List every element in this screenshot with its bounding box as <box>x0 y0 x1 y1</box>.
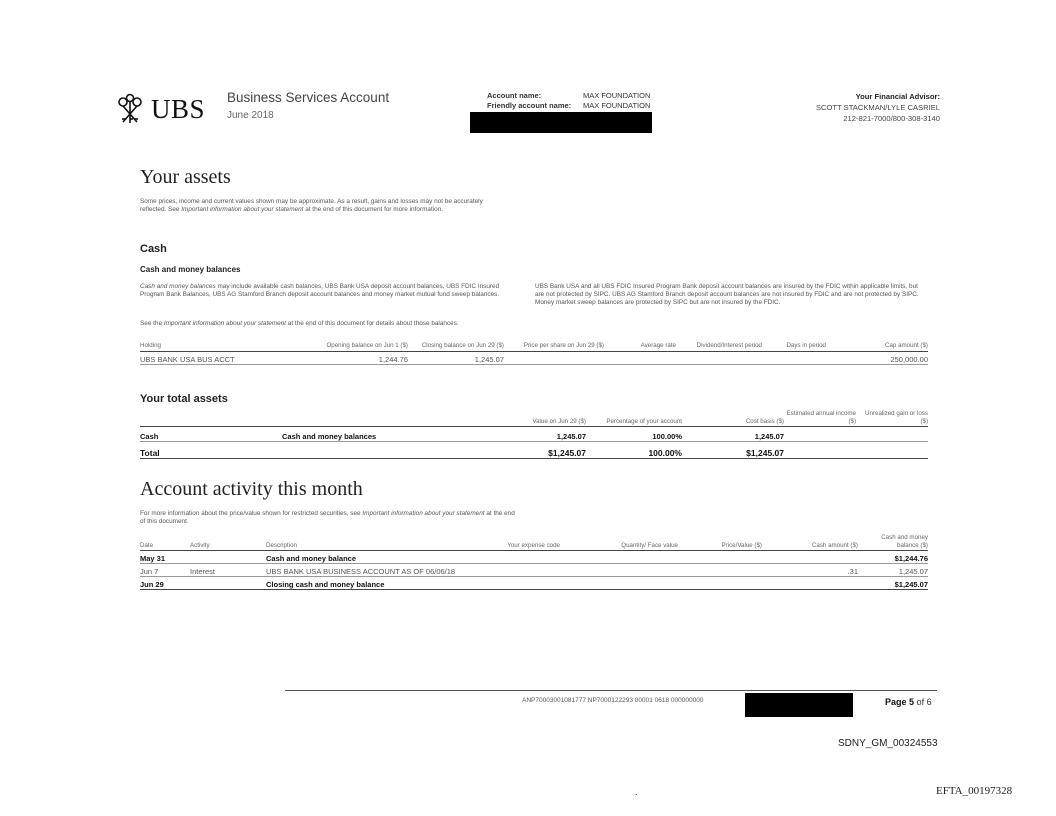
cash-note-text: may include available cash balances, UBS Bank USA deposit account balances, UBS FDIC Insured Program Bank Balances, UBS AG Stamford Branch deposit account balances and money market mutual fund sweep balances. <box>140 283 500 298</box>
activity-cell: Closing cash and money balance <box>266 580 385 589</box>
ubs-logo <box>113 92 205 126</box>
activity-table <box>140 534 928 590</box>
activity-intro-link: Important information about your statement <box>362 510 485 517</box>
page-of: of <box>916 697 925 707</box>
friendly-name-value: MAX FOUNDATION <box>583 101 651 110</box>
activity-cell: 1,245.07 <box>898 567 928 576</box>
total-assets-cell <box>784 427 856 442</box>
account-name-value: MAX FOUNDATION <box>583 91 651 100</box>
holdings-header: Dividend/Interest period <box>696 342 762 349</box>
fdic-note: UBS Bank USA and all UBS FDIC Insured Program Bank deposit account balances are insured by the FDIC within applicable limits, but are not protected by SIPC. UBS AG Stamford Branch deposit account balances are not insured by FDIC and are not protected by SIPC. Money market sweep balances are protected by SIPC but are not insured by the FDIC. <box>535 283 919 306</box>
total-assets-cell: $1,245.07 <box>746 448 784 458</box>
see-note <box>140 320 502 328</box>
advisor-name: SCOTT STACKMAN/LYLE CASRIEL <box>815 103 940 112</box>
cash-holdings-table <box>140 342 928 365</box>
activity-header: Date <box>140 541 154 549</box>
activity-intro-text: For more information about the price/value shown for restricted securities, see <box>140 510 361 517</box>
see-note-text: See the <box>140 320 163 327</box>
see-note-link: Important information about your statement <box>163 320 287 327</box>
holding-cell <box>504 351 604 364</box>
activity-cell: $1,245.07 <box>894 580 928 589</box>
total-assets-cell: Cash <box>140 432 159 441</box>
total-assets-cell: Total <box>140 448 160 458</box>
advisor-label: Your Financial Advisor: <box>855 92 940 101</box>
total-assets-cell <box>784 442 856 459</box>
holdings-header-row <box>140 342 928 351</box>
total-assets-header: Cost basis ($) <box>745 417 784 425</box>
total-assets-cell: 1,245.07 <box>754 432 784 441</box>
holdings-header: Closing balance on Jun 29 ($) <box>421 342 504 349</box>
total-assets-cell <box>282 442 462 459</box>
activity-header: Activity <box>190 541 210 549</box>
advisor-block <box>816 91 940 124</box>
total-assets-cell <box>856 427 928 442</box>
total-assets-header: Unrealized gain or loss ($) <box>865 410 928 425</box>
account-name-label: Account name: <box>487 91 542 100</box>
redaction-box <box>470 112 652 133</box>
total-assets-cell: Cash and money balances <box>282 432 377 441</box>
activity-cell: .31 <box>847 567 858 576</box>
total-assets-header <box>140 410 282 427</box>
table-row <box>140 351 928 364</box>
activity-cell: Jun 7 <box>140 567 159 576</box>
activity-cell <box>678 551 762 564</box>
total-assets-title: Your total assets <box>140 393 228 405</box>
total-assets-cell: 1,245.07 <box>556 432 586 441</box>
activity-cell: $1,244.76 <box>894 554 928 563</box>
activity-cell <box>762 551 858 564</box>
total-assets-cell <box>856 442 928 459</box>
activity-title: Account activity this month <box>140 478 363 500</box>
holdings-header: Cap amount ($) <box>885 342 928 349</box>
holdings-header: Average rate <box>640 342 676 349</box>
bates-sdny: SDNY_GM_00324553 <box>838 738 938 749</box>
assets-intro-link: Important information about your statement <box>181 206 304 213</box>
total-assets-header: Value on Jun 29 ($) <box>532 417 586 425</box>
activity-header: Description <box>266 541 297 549</box>
cash-note-italic: Cash and money balances <box>140 283 216 290</box>
activity-cell <box>560 564 678 577</box>
activity-cell: Jun 29 <box>140 580 164 589</box>
holding-cell: UBS BANK USA BUS ACCT <box>140 354 235 364</box>
activity-cell: Cash and money balance <box>266 554 357 563</box>
holding-cell: 250,000.00 <box>890 354 928 364</box>
holdings-header: Holding <box>140 342 161 349</box>
account-names <box>487 91 650 111</box>
footer-divider <box>285 690 937 691</box>
total-assets-table <box>140 410 928 459</box>
total-assets-header-row <box>140 410 928 427</box>
friendly-name-label: Friendly account name: <box>487 101 572 110</box>
activity-cell <box>678 577 762 590</box>
cash-subheading: Cash and money balances <box>140 265 241 274</box>
table-row <box>140 427 928 442</box>
activity-cell <box>560 577 678 590</box>
holding-cell: 1,245.07 <box>474 354 504 364</box>
holdings-header: Days in period <box>786 342 826 349</box>
assets-intro-text: Some prices, income and current values shown may be approximate. As a result, gains and losses may not be accurately reflected. See <box>140 198 483 213</box>
holding-cell <box>604 351 676 364</box>
activity-intro <box>140 510 520 526</box>
page-number <box>885 697 932 707</box>
activity-cell <box>190 551 266 564</box>
account-type: Business Services Account <box>227 90 390 105</box>
holdings-header: Price per share on Jun 29 ($) <box>523 342 604 349</box>
total-assets-header: Percentage of your account <box>606 417 682 425</box>
total-assets-cell: $1,245.07 <box>548 448 586 458</box>
assets-intro <box>140 198 502 214</box>
activity-cell <box>762 577 858 590</box>
table-row <box>140 442 928 459</box>
table-row <box>140 564 928 577</box>
total-assets-header <box>282 410 462 427</box>
advisor-phone: 212-821-7000/800-308-3140 <box>843 114 940 123</box>
redaction-box <box>745 693 853 717</box>
activity-cell: UBS BANK USA BUSINESS ACCOUNT AS OF 06/06/18 <box>266 567 456 576</box>
table-row <box>140 551 928 564</box>
table-row <box>140 577 928 590</box>
holding-cell <box>762 351 826 364</box>
page-label: Page <box>885 697 907 707</box>
assets-intro-tail: at the end of this document for more information. <box>305 206 444 213</box>
activity-cell <box>560 551 678 564</box>
statement-date: June 2018 <box>227 110 274 121</box>
page-num: 5 <box>909 697 915 707</box>
activity-header: Quantity/ Face value <box>621 541 678 549</box>
total-assets-cell: 100.00% <box>648 448 682 458</box>
bates-efta: EFTA_00197328 <box>936 785 1013 797</box>
see-note-tail: at the end of this document for details about those balances. <box>287 320 459 327</box>
stray-dot: . <box>635 787 638 797</box>
activity-header-row <box>140 534 928 551</box>
page-total: 6 <box>926 697 932 707</box>
activity-intro-tail: at the end of this document. <box>140 510 515 525</box>
activity-header: Cash amount ($) <box>811 541 858 549</box>
footer-code: ANP70003001081777 NP7000122293 00001 0618 000000000 <box>522 697 704 704</box>
total-assets-header: Estimated annual income ($) <box>786 410 856 425</box>
total-assets-cell: 100.00% <box>652 432 682 441</box>
cash-note <box>140 283 502 299</box>
activity-header: Your expense code <box>507 541 560 549</box>
activity-header: Price/Value ($) <box>721 541 762 549</box>
holding-cell: 1,244.76 <box>378 354 408 364</box>
activity-header: Cash and money balance ($) <box>881 534 928 549</box>
cash-heading: Cash <box>140 243 167 255</box>
holdings-header: Opening balance on Jun 1 ($) <box>326 342 408 349</box>
assets-title: Your assets <box>140 166 231 188</box>
activity-cell: May 31 <box>140 554 166 563</box>
holding-cell <box>676 351 762 364</box>
ubs-keys-icon <box>113 92 147 126</box>
activity-cell: Interest <box>190 567 216 576</box>
activity-cell <box>678 564 762 577</box>
activity-cell <box>190 577 266 590</box>
logo-text: UBS <box>151 93 206 124</box>
